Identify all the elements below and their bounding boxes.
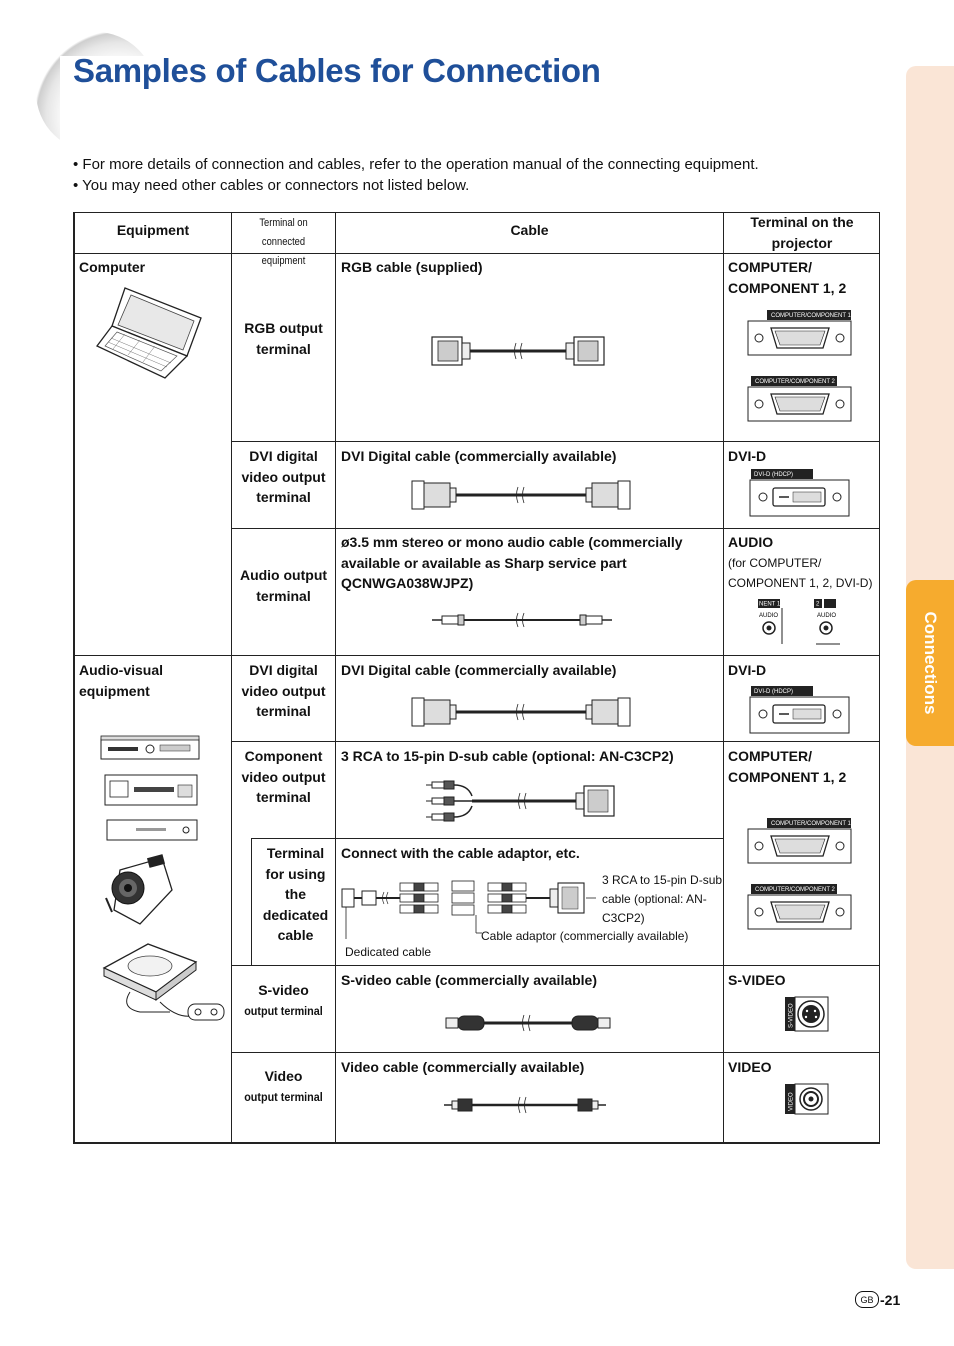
av-dvi-port-icon [749,685,851,735]
notes [73,154,759,196]
dvi-projector-terminal: DVI-D [728,448,767,464]
computer-component-2-port-icon [747,375,853,423]
panel-label-audio2: 2 [816,601,820,608]
component-port-1-icon [747,817,853,865]
component-port-2-icon [747,883,853,931]
jack-label-1: AUDIO [759,613,779,619]
page-number-text: -21 [880,1291,901,1308]
panel-label-audio1: NENT 1 [759,601,781,608]
equipment-av: Audio-visual equipment [79,662,164,699]
av-dvi-terminal: DVI digital video output terminal [241,662,326,719]
rgb-projector-terminal: COMPUTER/ COMPONENT 1, 2 [728,259,847,296]
panel-label-cc1: COMPUTER/COMPONENT 1 [771,313,851,319]
adaptor-label: Cable adaptor (commercially available) [481,929,689,943]
audio-cable-icon [430,611,612,629]
dvd-player-icon [100,735,200,763]
page-title: Samples of Cables for Connection [73,52,601,89]
svideo-cable-icon [444,1013,612,1033]
video-cable-label: Video cable (commercially available) [341,1059,585,1075]
component-cable-label: 3 RCA to 15-pin D-sub cable (optional: AN-C3CP2) [341,748,674,764]
dvi-cable-icon [410,479,632,511]
video-terminal-line2: output terminal [244,1089,323,1104]
rgb-cable-icon [430,333,606,369]
jack-label-2: AUDIO [817,613,837,619]
laptop-icon [95,286,205,380]
dedicated-cable-label: Connect with the cable adaptor, etc. [341,845,580,861]
svideo-port-icon [784,996,830,1032]
header-terminal-line1: Terminal on [259,217,308,229]
panel-label-dvi: DVI-D (HDCP) [754,472,793,478]
dvi-cable-label: DVI Digital cable (commercially available) [341,448,617,464]
av-dvi-cable-label: DVI Digital cable (commercially available) [341,662,617,678]
panel-label-svideo: S-VIDEO [788,1003,795,1028]
dvi-terminal: DVI digital video output terminal [241,448,326,505]
svideo-terminal-line1: S-video [258,982,309,998]
svideo-terminal [232,980,335,1021]
game-console-icon [106,818,198,842]
audio-projector [728,532,878,593]
header-terminal-line2: connected equipment [261,236,306,267]
vcr-icon [104,773,198,807]
rgb-terminal: RGB output terminal [244,320,323,357]
region-badge: GB [855,1291,879,1308]
av-dvi-projector-terminal: DVI-D [728,662,767,678]
panel-label-cc2: COMPUTER/COMPONENT 2 [755,379,835,385]
audio-cable-label: ø3.5 mm stereo or mono audio cable (commercially available or available as Sharp service part QCNWGA038WJPZ) [341,534,683,591]
svideo-projector-terminal: S-VIDEO [728,972,786,988]
note-2: • You may need other cables or connectors not listed below. [73,177,470,194]
dedicated-terminal: Terminal for using the dedicated cable [262,845,329,943]
side-tab-label: Connections [921,611,940,715]
dedicated-label: Dedicated cable [345,945,432,959]
equipment-computer: Computer [79,259,146,275]
svideo-cable-label: S-video cable (commercially available) [341,972,598,988]
audio-port-icon [756,598,842,648]
header-cable: Cable [510,222,549,238]
video-terminal [232,1066,335,1107]
av-dvi-cable-icon [410,696,632,728]
audio-terminal: Audio output terminal [239,567,328,604]
audio-projector-terminal: AUDIO [728,534,774,550]
header-equipment: Equipment [116,222,190,238]
portable-player-icon [100,942,230,1028]
note-1: • For more details of connection and cables, refer to the operation manual of the connecting equipment. [73,156,759,173]
video-port-icon [784,1083,830,1115]
component-terminal: Component video output terminal [241,748,326,805]
panel-label-av-dvi: DVI-D (HDCP) [754,689,793,695]
video-projector-terminal: VIDEO [728,1059,772,1075]
header-projector: Terminal on the projector [750,214,854,251]
dvi-port-icon [749,468,851,518]
dsub-label: 3 RCA to 15-pin D-sub cable (optional: AN-C3CP2) [602,873,723,925]
panel-label-comp2: COMPUTER/COMPONENT 2 [755,887,835,893]
computer-component-1-port-icon [747,309,853,357]
component-cable-icon [424,776,618,826]
header-terminal [232,214,335,271]
panel-label-comp1: COMPUTER/COMPONENT 1 [771,821,851,827]
panel-label-video: VIDEO [788,1092,795,1111]
camcorder-icon [100,850,180,930]
audio-projector-note: (for COMPUTER/ COMPONENT 1, 2, DVI-D) [728,555,873,590]
component-projector-terminal: COMPUTER/ COMPONENT 1, 2 [728,748,847,785]
video-cable-icon [442,1096,608,1114]
page-number [855,1291,900,1308]
svideo-terminal-line2: output terminal [244,1003,323,1018]
rgb-cable-label: RGB cable (supplied) [341,259,483,275]
video-terminal-line1: Video [264,1068,303,1084]
